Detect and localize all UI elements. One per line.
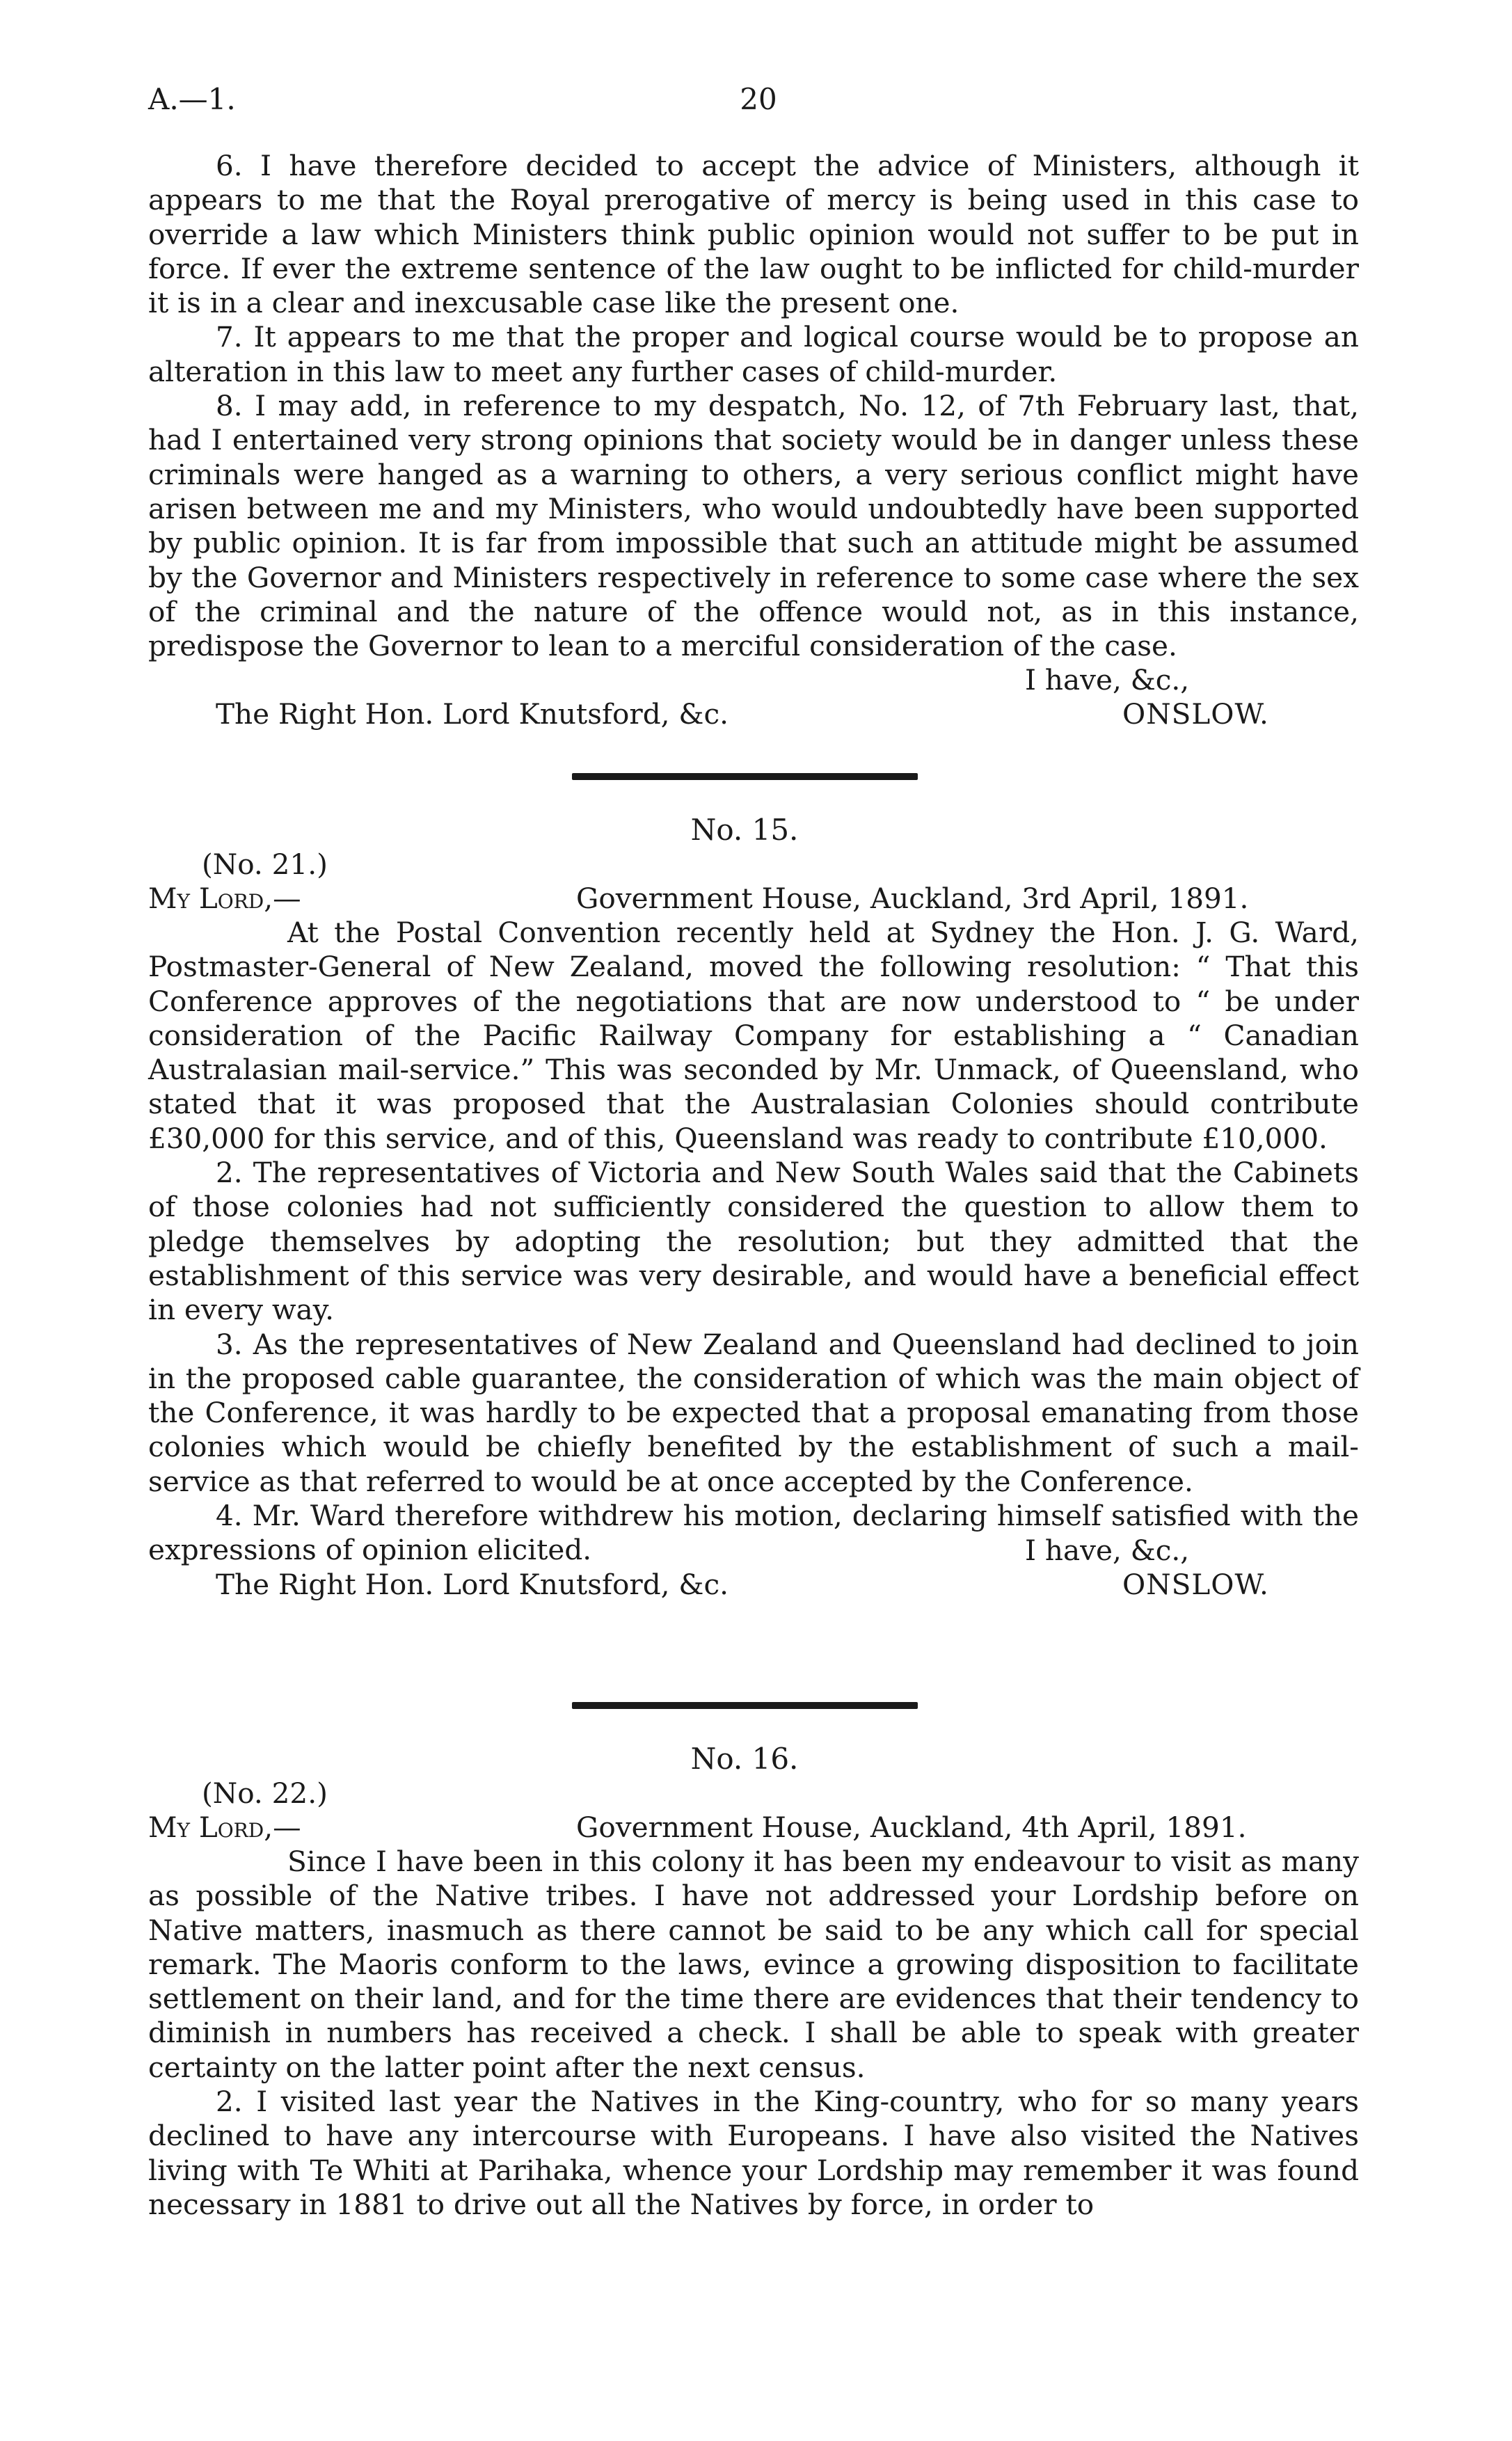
addressee-line bbox=[148, 697, 1359, 731]
place-date: Government House, Auckland, 3rd April, 1891. bbox=[576, 882, 1249, 915]
paragraph: 6. I have therefore decided to accept the advice of Ministers, although it appears to me that the Royal prerogative of mercy is being used in this case to override a law which Ministers think public opinion would not suffer to be put in force. If ever the extreme sentence of the law ought to be inflicted for child-murder it is in a clear and inexcusable case like the present one. bbox=[148, 149, 1359, 320]
paragraph: 8. I may add, in reference to my despatch, No. 12, of 7th February last, that, had I entertained very strong opinions that society would be in danger unless these criminals were hanged as a warning to others, a very serious conflict might have arisen between me and my Ministers, who would undoubtedly have been supported by public opinion. It is far from impossible that such an attitude might be assumed by the Governor and Ministers respectively in reference to some case where the sex of the criminal and the nature of the offence would not, as in this instance, predispose the Governor to lean to a merciful consideration of the case. bbox=[148, 389, 1359, 663]
section-divider bbox=[572, 773, 918, 780]
salutation: My Lord,— bbox=[148, 882, 301, 915]
letter-15-body bbox=[148, 916, 1359, 1602]
addressee: The Right Hon. Lord Knutsford, &c. bbox=[216, 1567, 729, 1601]
paragraph: 4. Mr. Ward therefore withdrew his motion, declaring himself satisfied with the expressions of opinion elicited. bbox=[148, 1499, 1359, 1567]
signature: ONSLOW. bbox=[1122, 697, 1269, 731]
closing-line bbox=[148, 663, 1359, 697]
paragraph: 3. As the representatives of New Zealand and Queensland had declined to join in the proposed cable guarantee, the consideration of which was the main object of the Conference, it was hardly to be expected that a proposal emanating from those colonies which would be chiefly benefited by the establishment of such a mail-service as that referred to would be at once accepted by the Conference. bbox=[148, 1327, 1359, 1498]
signature: ONSLOW. bbox=[1122, 1567, 1269, 1601]
paragraph: 2. The representatives of Victoria and New South Wales said that the Cabinets of those colonies had not sufficiently considered the question to allow them to pledge themselves by adopting the resolution; but they admitted that the establishment of this service was very desirable, and would have a beneficial effect in every way. bbox=[148, 1156, 1359, 1327]
document-reference: A.—1. bbox=[148, 82, 236, 116]
despatch-number: No. 16. bbox=[690, 1742, 799, 1776]
paragraph: 7. It appears to me that the proper and logical course would be to propose an alteration in this law to meet any further cases of child-murder. bbox=[148, 320, 1359, 388]
closing: I have, &c., bbox=[1025, 1533, 1190, 1567]
despatch-number: No. 15. bbox=[690, 813, 799, 847]
salutation-line bbox=[148, 882, 1359, 915]
salutation: My Lord,— bbox=[148, 1811, 301, 1844]
addressee: The Right Hon. Lord Knutsford, &c. bbox=[216, 697, 729, 731]
closing-line bbox=[148, 1534, 1359, 1568]
letter-16-body bbox=[148, 1845, 1359, 2222]
section-divider bbox=[572, 1702, 918, 1709]
despatch-reference: (No. 22.) bbox=[202, 1776, 328, 1810]
page-number: 20 bbox=[740, 82, 777, 116]
despatch-reference: (No. 21.) bbox=[202, 848, 328, 881]
place-date: Government House, Auckland, 4th April, 1891. bbox=[576, 1811, 1247, 1844]
salutation-line bbox=[148, 1811, 1359, 1844]
paragraph: Since I have been in this colony it has been my endeavour to visit as many as possible of the Native tribes. I have not addressed your Lordship before on Native matters, inasmuch as there cannot be said to be any which call for special remark. The Maoris conform to the laws, evince a growing disposition to facilitate settlement on their land, and for the time there are evidences that their tendency to diminish in numbers has received a check. I shall be able to speak with greater certainty on the latter point after the next census. bbox=[148, 1845, 1359, 2084]
addressee-line bbox=[148, 1568, 1359, 1602]
paragraph: 2. I visited last year the Natives in the King-country, who for so many years declined to have any intercourse with Europeans. I have also visited the Natives living with Te Whiti at Parihaka, whence your Lordship may remember it was found necessary in 1881 to drive out all the Natives by force, in order to bbox=[148, 2085, 1359, 2221]
letter-14-body bbox=[148, 149, 1359, 731]
paragraph: At the Postal Convention recently held at Sydney the Hon. J. G. Ward, Postmaster-General of New Zealand, moved the following resolution: “ That this Conference approves of the negotiations that are now understood to “ be under consideration of the Pacific Railway Company for establishing a “ Canadian Australasian mail-service.” This was seconded by Mr. Unmack, of Queensland, who stated that it was proposed that the Australasian Colonies should contribute £30,000 for this service, and of this, Queensland was ready to contribute £10,000. bbox=[148, 916, 1359, 1155]
closing: I have, &c., bbox=[1025, 663, 1190, 697]
